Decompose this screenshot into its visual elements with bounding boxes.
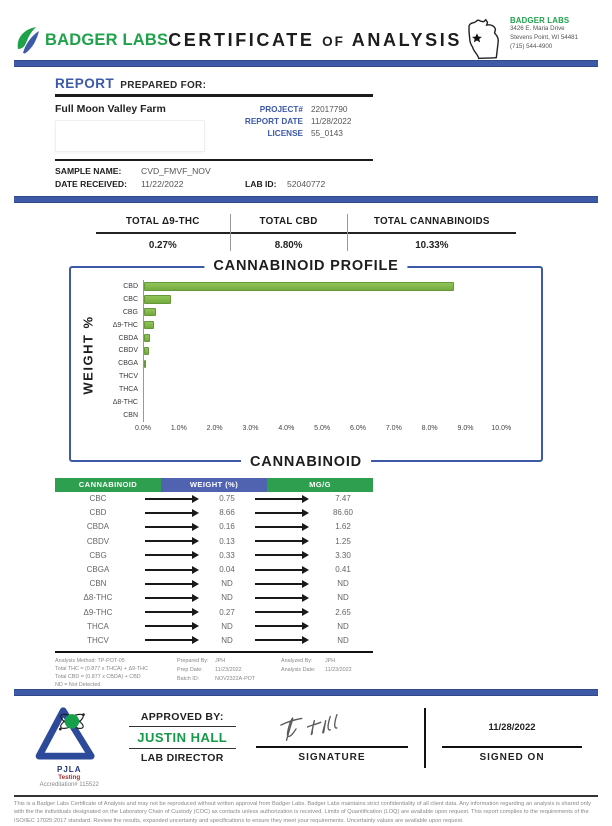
weight-value: ND (221, 635, 233, 645)
chart-row (99, 332, 531, 345)
report-inner (55, 76, 373, 189)
cannabinoid-name: Δ9-THC (83, 607, 113, 617)
chart-category-label: THCA (118, 386, 138, 394)
table-row (55, 520, 373, 534)
mgg-value: 1.25 (335, 536, 351, 546)
right-arrow-icon (255, 569, 303, 571)
date-received-value: 11/22/2022 (141, 179, 184, 189)
x-tick-label: 4.0% (278, 424, 295, 432)
signed-on-date: 11/28/2022 (488, 721, 536, 733)
chart-row (99, 344, 531, 357)
divider-bar-bottom (14, 689, 598, 696)
x-tick-label: 10.0% (491, 424, 512, 432)
chart-row (99, 280, 531, 293)
total-column (96, 214, 230, 251)
mgg-value: 7.47 (335, 494, 351, 504)
note-value: 11/23/2022 (215, 666, 242, 673)
pjla-accreditation-number: Accreditation# 115522 (39, 782, 99, 788)
chart-plot (99, 280, 531, 442)
x-tick-label: 2.0% (206, 424, 223, 432)
note-label: Analysis Date: (281, 666, 316, 673)
lab-address-line2: Stevens Point, WI 54481 (509, 33, 579, 41)
page-title (168, 30, 462, 51)
mgg-value: 2.65 (335, 607, 351, 617)
disclaimer-text: This is a Badger Labs Certificate of Analysis and may not be reproduced without written approval from Badger Labs. Badger Labs maintains strict confidentiality of all client data. Any information regarding an analysis is shared only with the the individuals designated on the Laboratory Chain of Custody (COC) as contacts unless authorization is received. Limits of Quantification (LOQ) are available upon request. This report complies to the requirements of the ISO/IEC 17025:2017 standard. Review the results, expanded uncertainty and specifications to ensure they meet your requirements. Uncertainty values are available upon request. (14, 800, 591, 825)
x-tick-label: 3.0% (242, 424, 259, 432)
chart-bar (144, 308, 156, 317)
signature-block (256, 708, 408, 788)
chart-bar (144, 321, 154, 330)
weight-value: 0.27 (219, 607, 235, 617)
x-tick-label: 1.0% (170, 424, 187, 432)
prepared-for-label: PREPARED FOR: (120, 80, 207, 91)
client-block (55, 103, 205, 157)
right-arrow-icon (145, 611, 193, 613)
report-field-label: REPORT DATE (244, 116, 303, 126)
pjla-logo-icon (30, 704, 108, 760)
right-arrow-icon (255, 526, 303, 528)
lab-id-value: 52040772 (287, 179, 326, 189)
right-arrow-icon (145, 540, 193, 542)
chart-bar-track (143, 332, 531, 345)
header-cannabinoid: CANNABINOID (55, 478, 161, 492)
right-arrow-icon (255, 597, 303, 599)
x-tick-label: 0.0% (135, 424, 151, 432)
cannabinoid-name: THCV (87, 635, 109, 645)
chart-bar-track (143, 344, 531, 357)
report-field-value: 22017790 (311, 104, 348, 114)
chart-row (99, 396, 531, 409)
chart-row (99, 293, 531, 306)
table-row (55, 591, 373, 605)
analysis-note: ND = Not Detected (55, 681, 101, 688)
rule (55, 159, 373, 162)
total-column (347, 214, 516, 251)
report-field-label: PROJECT# (259, 104, 303, 114)
note-value: 11/23/2022 (325, 666, 352, 673)
report-heading (55, 76, 373, 91)
signature-divider (424, 708, 426, 768)
y-axis-label-wrap (77, 280, 99, 442)
badger-leaf-icon (14, 25, 40, 55)
notes-mid (177, 657, 281, 689)
right-arrow-icon (145, 639, 193, 641)
table-row (55, 548, 373, 562)
chart-bar-track (143, 396, 531, 409)
chart-category-label: Δ8-THC (112, 398, 138, 406)
pjla-name: PJLA (57, 765, 82, 774)
x-tick-label: 9.0% (457, 424, 474, 432)
weight-value: 0.13 (219, 536, 235, 546)
cannabinoid-name: CBD (89, 508, 107, 518)
chart-category-label: CBN (123, 411, 138, 419)
total-label: TOTAL Δ9-THC (96, 214, 230, 234)
right-arrow-icon (255, 625, 303, 627)
chart-category-label: CBGA (118, 360, 138, 368)
note-row (281, 657, 373, 666)
table-row (55, 619, 373, 633)
mgg-value: ND (337, 593, 349, 603)
right-arrow-icon (255, 554, 303, 556)
report-meta (245, 103, 373, 157)
right-arrow-icon (145, 554, 193, 556)
report-field-value: 55_0143 (311, 128, 343, 138)
total-value: 8.80% (274, 240, 303, 251)
chart-row (99, 409, 531, 422)
sample-name-label: SAMPLE NAME: (55, 166, 122, 176)
chart-row (99, 306, 531, 319)
x-tick-label: 7.0% (385, 424, 402, 432)
report-section (14, 76, 598, 189)
chart-row (99, 370, 531, 383)
note-row (281, 666, 373, 675)
wisconsin-map-icon (462, 16, 506, 64)
report-body (55, 97, 373, 159)
signed-on-line (442, 746, 582, 748)
report-field-label: LICENSE (267, 128, 303, 138)
mgg-value: ND (337, 579, 349, 589)
pjla-testing-label: Testing (58, 774, 81, 781)
approved-by-block (129, 711, 237, 788)
lab-address-line1: 3426 E. Maria Drive (509, 25, 565, 32)
client-address-box (55, 120, 205, 152)
weight-value: 0.16 (219, 522, 235, 532)
chart-row (99, 319, 531, 332)
approver-name: JUSTIN HALL (129, 727, 237, 749)
cannabinoid-name: CBGA (86, 565, 110, 575)
chart-bar-track (143, 306, 531, 319)
title-word-2: OF (322, 33, 345, 49)
right-arrow-icon (145, 625, 193, 627)
analysis-note: Total THC = (0.877 x THCA) + Δ9-THC (55, 665, 148, 672)
table-row (55, 492, 373, 506)
right-arrow-icon (255, 639, 303, 641)
right-arrow-icon (145, 597, 193, 599)
weight-value: ND (221, 579, 233, 589)
header-weight: WEIGHT (%) (161, 478, 267, 492)
cannabinoid-name: Δ8-THC (83, 593, 113, 603)
x-tick-label: 8.0% (421, 424, 438, 432)
date-received-row (55, 179, 373, 189)
cannabinoid-name: THCA (87, 621, 109, 631)
chart-category-label: CBDA (118, 334, 138, 342)
table-row (55, 577, 373, 591)
chart-bar-track (143, 280, 531, 293)
chart-bar (144, 295, 171, 304)
notes-left (55, 657, 177, 689)
lab-id-label: LAB ID: (245, 179, 277, 189)
chart-row (99, 383, 531, 396)
mgg-value: 3.30 (335, 550, 351, 560)
total-value: 10.33% (415, 240, 449, 251)
chart-bar (144, 334, 150, 343)
chart-bar-track (143, 370, 531, 383)
cannabinoid-name: CBDA (86, 522, 110, 532)
table-row (55, 633, 373, 647)
sample-section (55, 166, 373, 189)
mgg-value: 0.41 (335, 565, 351, 575)
x-tick-label: 6.0% (350, 424, 366, 432)
right-arrow-icon (145, 569, 193, 571)
chart-category-label: THCV (118, 373, 138, 381)
note-row (177, 675, 281, 684)
header-mgg: MG/G (267, 478, 373, 492)
chart-bar (144, 282, 454, 291)
note-label: Prep Date: (177, 666, 203, 673)
weight-value: 0.75 (219, 494, 235, 504)
mgg-value: ND (337, 621, 349, 631)
x-axis-label: CANNABINOID (241, 454, 371, 470)
cannabinoid-name: CBDV (86, 536, 110, 546)
handwritten-signature-icon (256, 708, 376, 746)
right-arrow-icon (145, 498, 193, 500)
pjla-accreditation-block (30, 704, 109, 788)
note-row (177, 666, 281, 675)
page-header (14, 0, 598, 60)
signed-on-block (442, 708, 582, 788)
total-value: 0.27% (148, 240, 177, 251)
cannabinoid-profile-chart (69, 258, 543, 470)
report-heading-word: REPORT (55, 76, 115, 91)
results-table (55, 478, 373, 689)
chart-category-label: CBDV (118, 347, 138, 355)
note-label: Prepared By: (177, 657, 209, 664)
approval-section (14, 704, 598, 788)
total-label: TOTAL CANNABINOIDS (348, 214, 516, 234)
totals-section (96, 214, 516, 251)
lab-address-card (462, 16, 598, 64)
right-arrow-icon (255, 512, 303, 514)
note-value: JPH (215, 657, 226, 664)
footer-rule (14, 795, 598, 797)
analysis-notes (55, 651, 373, 689)
sample-name-value: CVD_FMVF_NOV (141, 166, 211, 176)
analysis-note: Analysis Method: TP-POT-05 (55, 657, 125, 664)
note-label: Batch ID: (177, 675, 200, 682)
notes-right (281, 657, 373, 689)
cannabinoid-name: CBG (89, 550, 107, 560)
chart-bar-track (143, 357, 531, 370)
weight-value: 8.66 (219, 508, 235, 518)
approver-title: LAB DIRECTOR (140, 752, 224, 764)
chart-category-label: CBG (122, 308, 138, 316)
lab-name: BADGER LABS (509, 16, 570, 25)
divider-bar-second (14, 196, 598, 203)
cannabinoid-name: CBC (89, 494, 107, 504)
report-field-value: 11/28/2022 (311, 116, 352, 126)
chart-category-label: Δ9-THC (112, 321, 138, 329)
chart-bar-track (143, 383, 531, 396)
weight-value: ND (221, 621, 233, 631)
mgg-value: ND (337, 635, 349, 645)
date-received-label: DATE RECEIVED: (55, 179, 127, 189)
right-arrow-icon (145, 526, 193, 528)
chart-rows (99, 280, 531, 422)
weight-value: 0.04 (219, 565, 235, 575)
approved-by-label: APPROVED BY: (129, 711, 237, 727)
right-arrow-icon (255, 498, 303, 500)
right-arrow-icon (145, 512, 193, 514)
chart-bar (144, 347, 149, 356)
chart-title: CANNABINOID PROFILE (204, 258, 407, 274)
total-label: TOTAL CBD (231, 214, 347, 234)
note-value: NOV2322A-POT (215, 675, 256, 682)
mgg-value: 1.62 (335, 522, 351, 532)
right-arrow-icon (255, 611, 303, 613)
right-arrow-icon (145, 583, 193, 585)
cannabinoid-name: CBN (89, 579, 107, 589)
table-row (55, 562, 373, 576)
signature-line (256, 746, 408, 748)
note-row (177, 657, 281, 666)
results-rows (55, 492, 373, 648)
right-arrow-icon (255, 583, 303, 585)
title-word-1: CERTIFICATE (168, 29, 315, 50)
chart-row (99, 357, 531, 370)
table-row (55, 605, 373, 619)
title-word-3: ANALYSIS (351, 29, 462, 50)
y-axis-label: WEIGHT % (80, 314, 96, 395)
lab-address-text (510, 16, 578, 52)
total-column (230, 214, 347, 251)
sample-name-row (55, 166, 373, 176)
table-row (55, 506, 373, 520)
x-tick-label: 5.0% (314, 424, 331, 432)
mgg-value: 86.60 (332, 508, 354, 518)
chart-ticks (135, 422, 531, 435)
signed-on-label: SIGNED ON (479, 752, 545, 763)
right-arrow-icon (255, 540, 303, 542)
analysis-note: Total CBD = (0.877 x CBDA) + CBD (55, 673, 141, 680)
chart-body (77, 280, 531, 442)
chart-bar (144, 360, 146, 369)
signature-zone (256, 708, 582, 788)
weight-value: ND (221, 593, 233, 603)
logo-text: BADGER LABS (45, 30, 169, 49)
chart-bar-track (143, 409, 531, 422)
weight-value: 0.33 (219, 550, 235, 560)
chart-category-label: CBD (123, 282, 138, 290)
note-value: JPH (325, 657, 336, 664)
table-row (55, 534, 373, 548)
lab-phone: (715) 544-4900 (509, 42, 553, 50)
results-table-header (55, 478, 373, 492)
chart-bar-track (143, 293, 531, 306)
chart-category-label: CBC (123, 295, 138, 303)
signature-label: SIGNATURE (298, 752, 366, 763)
badger-labs-logo (14, 25, 168, 55)
client-name: Full Moon Valley Farm (55, 102, 166, 115)
chart-bar-track (143, 319, 531, 332)
note-label: Analyzed By: (281, 657, 313, 664)
